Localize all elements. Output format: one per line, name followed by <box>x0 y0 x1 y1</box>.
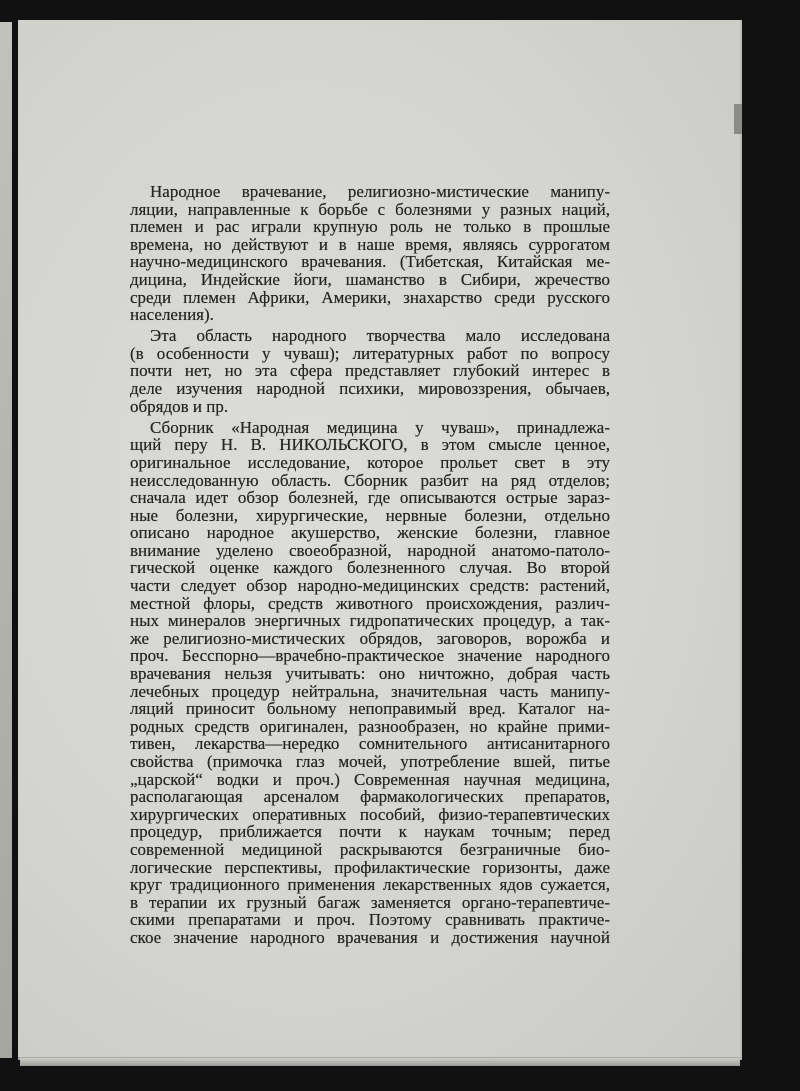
text-line: обрядов и пр. <box>130 396 229 416</box>
text-line: времена, но действуют и в наше время, являясь суррогатом <box>130 234 610 254</box>
text-line: (в особенности у чуваш); литературных работ по вопросу <box>130 343 610 363</box>
page-edge-tab <box>734 104 742 134</box>
text-body <box>130 183 610 947</box>
text-line: описано народное акушерство, женские болезни, главное <box>130 523 610 543</box>
text-line: тивен, лекарства—нередко сомнительного антисанитарного <box>130 734 610 754</box>
text-line: оригинальное исследование, которое прольет свет в эту <box>130 452 610 472</box>
text-line: щий перу Н. В. НИКОЛЬСКОГО, в этом смысле ценное, <box>130 435 610 455</box>
text-line: круг традиционного применения лекарственных ядов сужается, <box>130 875 610 895</box>
text-line: свойства (примочка глаз мочей, употребление вшей, питье <box>130 752 610 771</box>
paragraph-collection <box>130 419 610 947</box>
text-line: современной медициной раскрываются безграничные био- <box>130 839 610 859</box>
text-line: ское значение народного врачевания и достижения научной <box>130 927 610 947</box>
text-line: врачевания нельзя учитывать: оно ничтожно, добрая часть <box>130 664 610 684</box>
text-line: местной флоры, средств животного происхождения, различ- <box>130 593 610 613</box>
text-line: внимание уделено своеобразной, народной анатомо-патоло- <box>130 540 610 560</box>
text-line: сначала идет обзор болезней, где описываются острые зараз- <box>130 488 610 508</box>
text-line: дицина, Индейские йоги, шаманство в Сибири, жречество <box>130 269 610 289</box>
text-line: родных средств оригинален, разнообразен, но крайне прими- <box>130 716 610 736</box>
text-line: процедур, приближается почти к наукам точным; перед <box>130 822 610 842</box>
text-line: неисследованную область. Сборник разбит на ряд отделов; <box>130 470 610 490</box>
text-line: же религиозно-мистических обрядов, заговоров, ворожба и <box>130 628 610 648</box>
text-line: Сборник «Народная медицина у чуваш», принадлежа- <box>150 417 610 437</box>
text-line: почти нет, но эта сфера представляет глубокий интерес в <box>130 361 610 381</box>
text-line: племен и рас играли крупную роль не только в прошлые <box>130 217 610 237</box>
adjacent-page-edge <box>0 22 12 1058</box>
text-line: лечебных процедур нейтральна, значительная часть манипу- <box>130 681 610 701</box>
text-line: части следует обзор народно-медицинских средств: растений, <box>130 576 610 596</box>
text-line: Эта область народного творчества мало исследована <box>150 326 610 346</box>
text-line: научно-медицинского врачевания. (Тибетская, Китайская ме- <box>130 252 610 272</box>
text-line: ных минералов энергичных гидропатических процедур, а так- <box>130 611 610 631</box>
paragraph-research <box>130 327 610 415</box>
text-line: Народное врачевание, религиозно-мистические манипу- <box>150 182 610 201</box>
text-line: ные болезни, хирургические, нервные болезни, отдельно <box>130 505 610 525</box>
text-line: „царской“ водки и проч.) Современная научная медицина, <box>130 769 610 789</box>
text-line: ляций приносит больному непоправимый вред. Каталог на- <box>130 699 610 719</box>
text-line: ляции, направленные к борьбе с болезнями у разных наций, <box>130 199 610 219</box>
text-line: населения). <box>130 305 214 325</box>
text-line: гической оценке каждого болезненного случая. Во второй <box>130 558 610 578</box>
text-line: хирургических оперативных пособий, физио-терапевтических <box>130 804 610 824</box>
text-line: скими препаратами и проч. Поэтому сравнивать практиче- <box>130 910 610 930</box>
text-line: деле изучения народной психики, мировоззрения, обычаев, <box>130 379 610 399</box>
text-line: логические перспективы, профилактические горизонты, даже <box>130 857 610 877</box>
page-bottom-edge <box>20 1058 740 1066</box>
text-line: в терапии их грузный багаж заменяется органо-терапевтиче- <box>130 892 610 912</box>
text-line: среди племен Африки, Америки, знахарство среди русского <box>130 287 610 307</box>
paragraph-intro <box>130 183 610 324</box>
text-line: располагающая арсеналом фармакологических препаратов, <box>130 787 610 807</box>
text-line: проч. Бесспорно—врачебно-практическое значение народного <box>130 646 610 666</box>
